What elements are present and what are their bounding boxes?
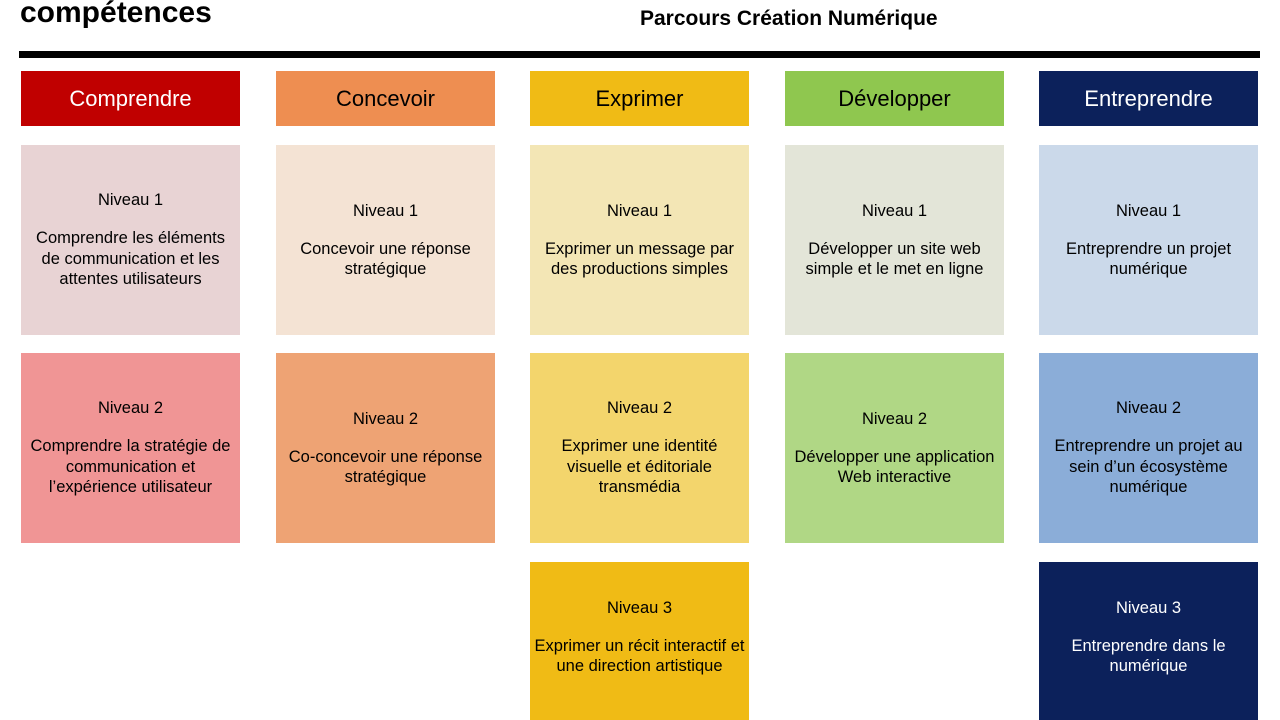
column-header-concevoir: Concevoir bbox=[276, 71, 495, 126]
level-description: Exprimer une identité visuelle et éditoriale transmédia bbox=[561, 437, 718, 497]
column-header-developper: Développer bbox=[785, 71, 1004, 126]
cell-entreprendre-niveau-1 bbox=[1039, 145, 1258, 335]
cell-comprendre-niveau-2 bbox=[21, 353, 240, 543]
level-label: Niveau 1 bbox=[352, 201, 419, 220]
cell-concevoir-niveau-2 bbox=[276, 353, 495, 543]
level-description: Comprendre les éléments de communication et les attentes utilisateurs bbox=[36, 229, 225, 289]
cell-entreprendre-niveau-3 bbox=[1039, 562, 1258, 720]
level-description: Développer un site web simple et le met en ligne bbox=[805, 239, 984, 278]
level-description: Co-concevoir une réponse stratégique bbox=[288, 447, 483, 486]
level-description: Exprimer un récit interactif et une direction artistique bbox=[534, 636, 745, 675]
level-label: Niveau 1 bbox=[606, 201, 673, 220]
level-label: Niveau 2 bbox=[861, 409, 928, 428]
level-label: Niveau 1 bbox=[97, 191, 164, 210]
title-divider bbox=[19, 51, 1260, 58]
level-description: Entreprendre dans le numérique bbox=[1071, 636, 1226, 675]
level-label: Niveau 3 bbox=[606, 598, 673, 617]
level-label: Niveau 1 bbox=[1115, 201, 1182, 220]
level-description: Concevoir une réponse stratégique bbox=[300, 239, 471, 278]
cell-comprendre-niveau-1 bbox=[21, 145, 240, 335]
cell-concevoir-niveau-1 bbox=[276, 145, 495, 335]
page-subtitle: Parcours Création Numérique bbox=[640, 7, 938, 30]
column-header-entreprendre: Entreprendre bbox=[1039, 71, 1258, 126]
level-description: Exprimer un message par des productions simples bbox=[545, 239, 734, 278]
cell-exprimer-niveau-2 bbox=[530, 353, 749, 543]
level-label: Niveau 2 bbox=[606, 399, 673, 418]
level-label: Niveau 2 bbox=[352, 409, 419, 428]
level-description: Développer une application Web interactive bbox=[794, 447, 995, 486]
column-header-exprimer: Exprimer bbox=[530, 71, 749, 126]
cell-entreprendre-niveau-2 bbox=[1039, 353, 1258, 543]
cell-exprimer-niveau-1 bbox=[530, 145, 749, 335]
level-label: Niveau 1 bbox=[861, 201, 928, 220]
cell-developper-niveau-1 bbox=[785, 145, 1004, 335]
level-label: Niveau 2 bbox=[97, 399, 164, 418]
level-label: Niveau 3 bbox=[1115, 598, 1182, 617]
level-description: Entreprendre un projet au sein d’un écosystème numérique bbox=[1054, 437, 1243, 497]
level-description: Comprendre la stratégie de communication et l’expérience utilisateur bbox=[30, 437, 231, 497]
level-label: Niveau 2 bbox=[1115, 399, 1182, 418]
level-description: Entreprendre un projet numérique bbox=[1065, 239, 1232, 278]
page-title: compétences bbox=[20, 0, 212, 29]
cell-developper-niveau-2 bbox=[785, 353, 1004, 543]
column-header-comprendre: Comprendre bbox=[21, 71, 240, 126]
cell-exprimer-niveau-3 bbox=[530, 562, 749, 720]
